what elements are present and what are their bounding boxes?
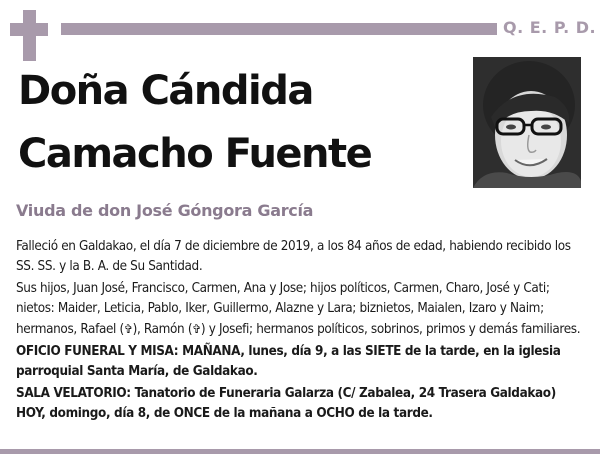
deceased-cross-icon: ✞ xyxy=(123,322,133,336)
family-text-2: ), Ramón ( xyxy=(132,322,193,337)
obituary-body xyxy=(16,237,586,426)
family-paragraph xyxy=(16,279,586,340)
death-notice-paragraph: Falleció en Galdakao, el día 7 de diciembre de 2019, a los 84 años de edad, habiendo recibido los SS. SS. y la B. A. de Su Santidad. xyxy=(16,239,571,274)
funeral-mass-paragraph: OFICIO FUNERAL Y MISA: MAÑANA, lunes, día 9, a las SIETE de la tarde, en la iglesia parroquial Santa María, de Galdakao. xyxy=(16,344,561,379)
deceased-name-line-2: Camacho Fuente xyxy=(18,131,372,177)
portrait-photo xyxy=(473,57,581,188)
family-text-3: ) y Josefi; hermanos políticos, sobrinos, primos y demás familiares. xyxy=(200,322,581,337)
widow-of-subtitle: Viuda de don José Góngora García xyxy=(16,201,314,220)
deceased-name-line-1: Doña Cándida xyxy=(18,68,313,114)
footer-rule xyxy=(0,449,600,454)
deceased-cross-icon: ✞ xyxy=(192,322,201,336)
wake-room-paragraph: SALA VELATORIO: Tanatorio de Funeraria Galarza (C/ Zabalea, 24 Trasera Galdakao) HOY, domingo, día 8, de ONCE de la mañana a OCHO de la tarde. xyxy=(16,386,556,421)
family-text-1: Sus hijos, Juan José, Francisco, Carmen, Ana y Jose; hijos políticos, Carmen, Charo, José y Cati; nietos: Maider, Leticia, Pablo, Iker, Guillermo, Alazne y Lara; biznietos, Maialen, Izaro y Naim; hermanos, Rafael ( xyxy=(16,281,550,337)
cross-icon-bar xyxy=(10,23,48,36)
header-rule xyxy=(61,23,497,35)
qepd-label: Q. E. P. D. xyxy=(503,18,597,37)
